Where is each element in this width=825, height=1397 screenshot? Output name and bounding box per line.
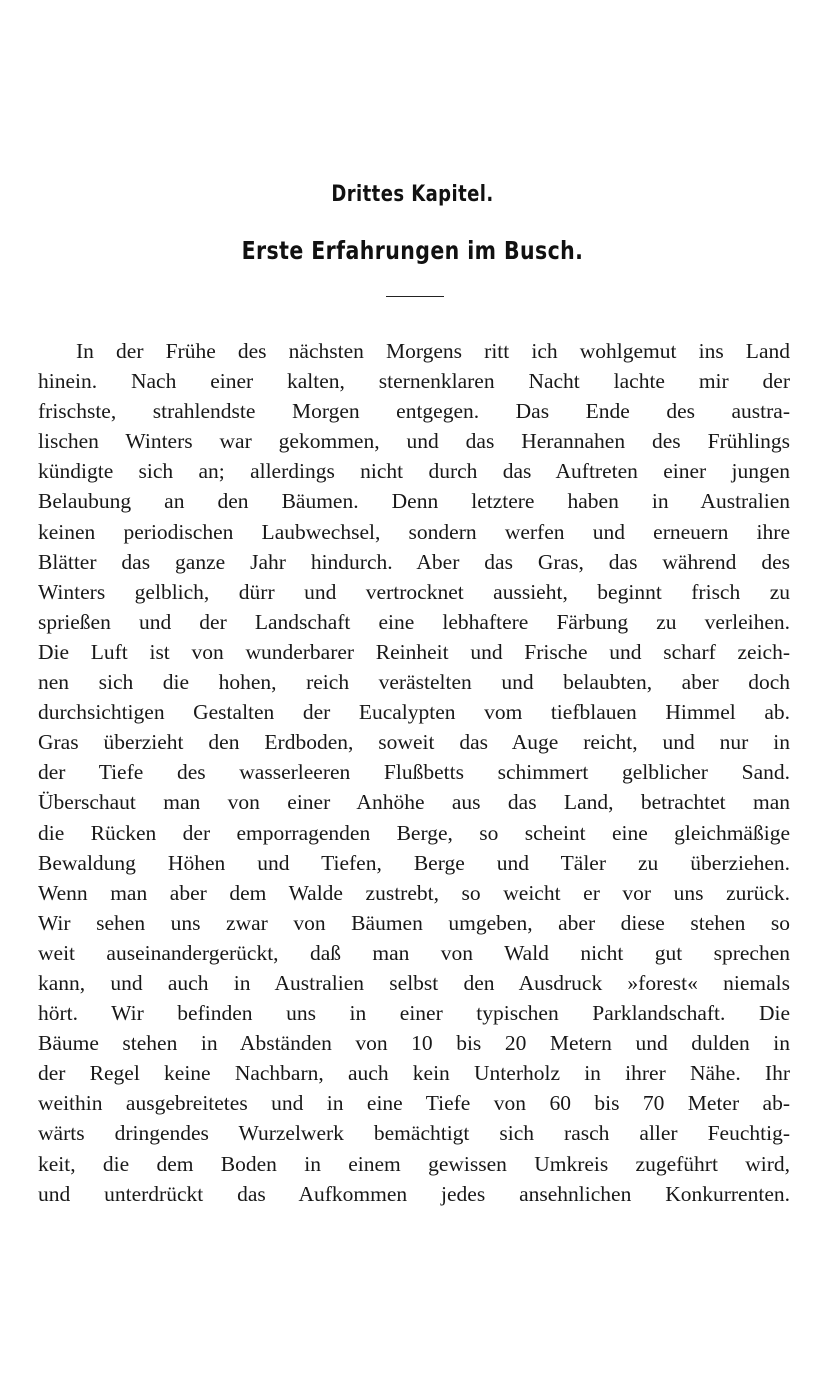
text-line: In der Frühe des nächsten Morgens ritt ich wohlgemut ins Land	[76, 339, 790, 363]
text-line: Überschaut man von einer Anhöhe aus das Land, betrachtet man	[38, 790, 790, 815]
text-line: frischste, strahlendste Morgen entgegen. Das Ende des austra-	[38, 399, 790, 424]
text-line: kündigte sich an; allerdings nicht durch das Auftreten einer jungen	[38, 459, 790, 484]
text-line: Bäume stehen in Abständen von 10 bis 20 Metern und dulden in	[38, 1031, 790, 1056]
text-line: Bewaldung Höhen und Tiefen, Berge und Täler zu überziehen.	[38, 850, 790, 875]
text-line: weithin ausgebreitetes und in eine Tiefe von 60 bis 70 Meter ab-	[38, 1091, 790, 1116]
text-line: Gras überzieht den Erdboden, soweit das Auge reicht, und nur in	[38, 730, 790, 755]
text-line: Die Luft ist von wunderbarer Reinheit und Frische und scharf zeich-	[38, 639, 790, 664]
text-line: Wenn man aber dem Walde zustrebt, so weicht er vor uns zurück.	[38, 880, 790, 905]
chapter-title: Erste Erfahrungen im Busch.	[241, 236, 584, 265]
text-line: Wir sehen uns zwar von Bäumen umgeben, aber diese stehen so	[38, 910, 790, 935]
text-line: kann, und auch in Australien selbst den Ausdruck »forest« niemals	[38, 970, 790, 995]
text-line: nen sich die hohen, reich verästelten und belaubten, aber doch	[38, 670, 790, 695]
text-line: Belaubung an den Bäumen. Denn letztere haben in Australien	[38, 489, 790, 514]
text-line: lischen Winters war gekommen, und das Herannahen des Frühlings	[38, 429, 790, 454]
text-line: Blätter das ganze Jahr hindurch. Aber das Gras, das während des	[38, 549, 790, 574]
text-line: durchsichtigen Gestalten der Eucalypten vom tiefblauen Himmel ab.	[38, 700, 790, 725]
text-line: hinein. Nach einer kalten, sternenklaren Nacht lachte mir der	[38, 369, 790, 394]
text-line: keinen periodischen Laubwechsel, sondern werfen und erneuern ihre	[38, 519, 790, 544]
title-divider	[386, 296, 444, 297]
text-line: weit auseinandergerückt, daß man von Wald nicht gut sprechen	[38, 940, 790, 965]
body-paragraph	[38, 336, 790, 1209]
text-line: keit, die dem Boden in einem gewissen Umkreis zugeführt wird,	[38, 1151, 790, 1176]
text-line: wärts dringendes Wurzelwerk bemächtigt sich rasch aller Feuchtig-	[38, 1121, 790, 1146]
text-line: hört. Wir befinden uns in einer typischen Parklandschaft. Die	[38, 1001, 790, 1026]
chapter-label: Drittes Kapitel.	[331, 182, 494, 207]
text-line: der Tiefe des wasserleeren Flußbetts schimmert gelblicher Sand.	[38, 760, 790, 785]
text-line: und unterdrückt das Aufkommen jedes ansehnlichen Konkurrenten.	[38, 1181, 790, 1206]
text-line: die Rücken der emporragenden Berge, so scheint eine gleichmäßige	[38, 820, 790, 845]
text-line: sprießen und der Landschaft eine lebhaftere Färbung zu verleihen.	[38, 609, 790, 634]
text-line: Winters gelblich, dürr und vertrocknet aussieht, beginnt frisch zu	[38, 579, 790, 604]
text-line: der Regel keine Nachbarn, auch kein Unterholz in ihrer Nähe. Ihr	[38, 1061, 790, 1086]
